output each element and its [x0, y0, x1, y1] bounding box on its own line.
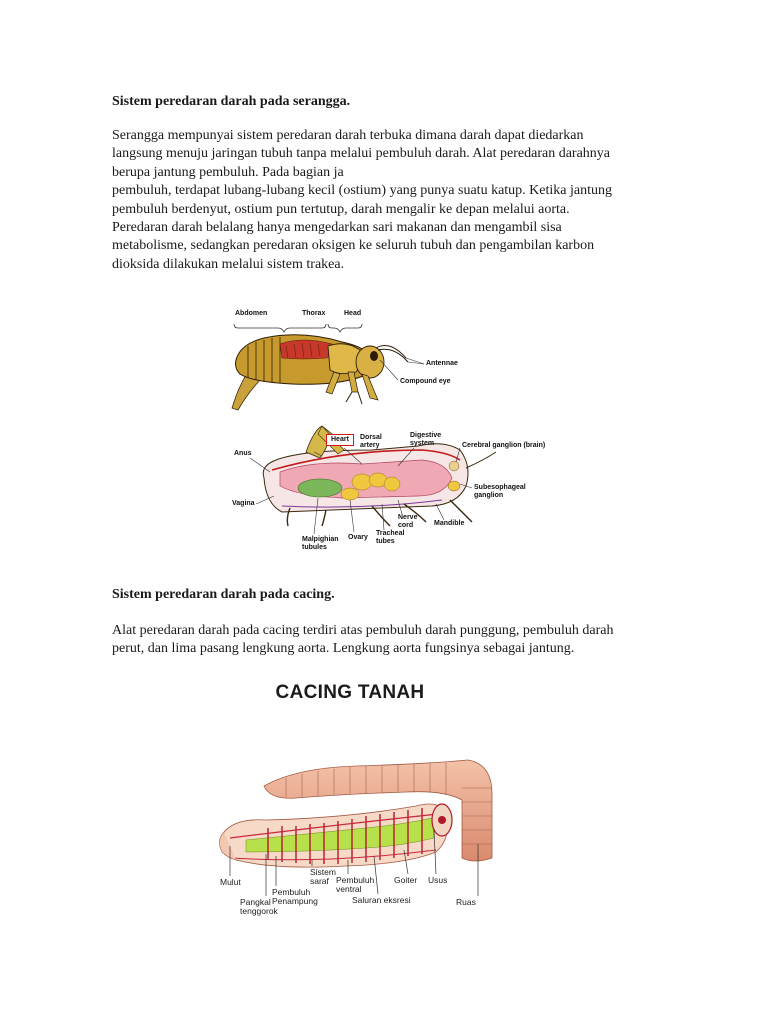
- label-usus: Usus: [428, 875, 448, 885]
- label-antennae: Antennae: [426, 360, 458, 367]
- paragraph-line: langsung menuju jaringan tubuh tanpa melalui pembuluh darah. Alat peredaran darahnya: [112, 146, 611, 162]
- label-thorax: Thorax: [302, 310, 326, 317]
- label-digestive-system: Digestive system: [410, 432, 442, 447]
- label-head: Head: [344, 310, 362, 317]
- earthworm-figure: [206, 668, 494, 926]
- label-cerebral-ganglion: Cerebral ganglion (brain): [462, 442, 546, 449]
- label-pembuluh-ventral: Pembuluh ventral: [336, 875, 375, 894]
- grasshopper-illustration: [222, 300, 540, 562]
- label-malpighian-tubules: Malpighian tubules: [302, 536, 339, 551]
- label-pembuluh-penampung: Pembuluh Penampung: [272, 887, 318, 906]
- label-mandible: Mandible: [434, 520, 465, 527]
- label-anus: Anus: [234, 450, 252, 457]
- label-abdomen: Abdomen: [235, 310, 268, 317]
- insect-paragraph: [112, 127, 660, 274]
- label-heart: Heart: [326, 434, 354, 446]
- worm-paragraph: [112, 622, 660, 659]
- section-heading-worm: Sistem peredaran darah pada cacing.: [112, 587, 335, 602]
- paragraph-line: pembuluh berdenyut, ostium pun tertutup, darah mengalir ke depan melalui aorta.: [112, 201, 570, 217]
- paragraph-line: Alat peredaran darah pada cacing terdiri atas pembuluh darah punggung, pembuluh darah: [112, 623, 614, 638]
- paragraph-line: Peredaran darah belalang hanya mengedarkan sari makanan dan mengambil sisa: [112, 220, 562, 236]
- label-goiter: Goiter: [394, 875, 418, 885]
- paragraph-line: dioksida dilakukan melalui sistem trakea.: [112, 256, 345, 272]
- grasshopper-figure: [222, 300, 546, 562]
- label-subesophageal-ganglion: Subesophageal ganglion: [474, 484, 526, 499]
- section-heading-insect: Sistem peredaran darah pada serangga.: [112, 94, 351, 109]
- paragraph-line: metabolisme, sedangkan peredaran oksigen ke seluruh tubuh dan pengambilan karbon: [112, 238, 595, 254]
- label-sistem-saraf: Sistem saraf: [310, 867, 336, 886]
- label-saluran-ekskresi: Saluran eksresi: [352, 895, 411, 905]
- paragraph-line: pembuluh, terdapat lubang-lubang kecil (ostium) yang punya suatu katup. Ketika jantung: [112, 183, 612, 199]
- label-pangkal-tenggorok: Pangkal tenggorok: [240, 897, 278, 916]
- paragraph-line: berupa jantung pembuluh. Pada bagian ja: [112, 164, 344, 180]
- label-compound-eye: Compound eye: [400, 378, 451, 385]
- paragraph-line: Serangga mempunyai sistem peredaran darah terbuka dimana darah dapat diedarkan: [112, 128, 584, 143]
- paragraph-line: perut, dan lima pasang lengkung aorta. Lengkung aorta fungsinya sebagai jantung.: [112, 641, 575, 657]
- label-vagina: Vagina: [232, 500, 255, 507]
- label-nerve-cord: Nerve cord: [398, 514, 418, 529]
- grasshopper-external: [232, 335, 408, 410]
- label-mulut: Mulut: [220, 877, 241, 887]
- label-dorsal-artery: Dorsal artery: [360, 434, 382, 449]
- label-tracheal-tubes: Tracheal tubes: [376, 530, 405, 545]
- label-ruas: Ruas: [456, 897, 476, 907]
- earthworm-figure-title: CACING TANAH: [275, 682, 425, 703]
- label-ovary: Ovary: [348, 534, 368, 541]
